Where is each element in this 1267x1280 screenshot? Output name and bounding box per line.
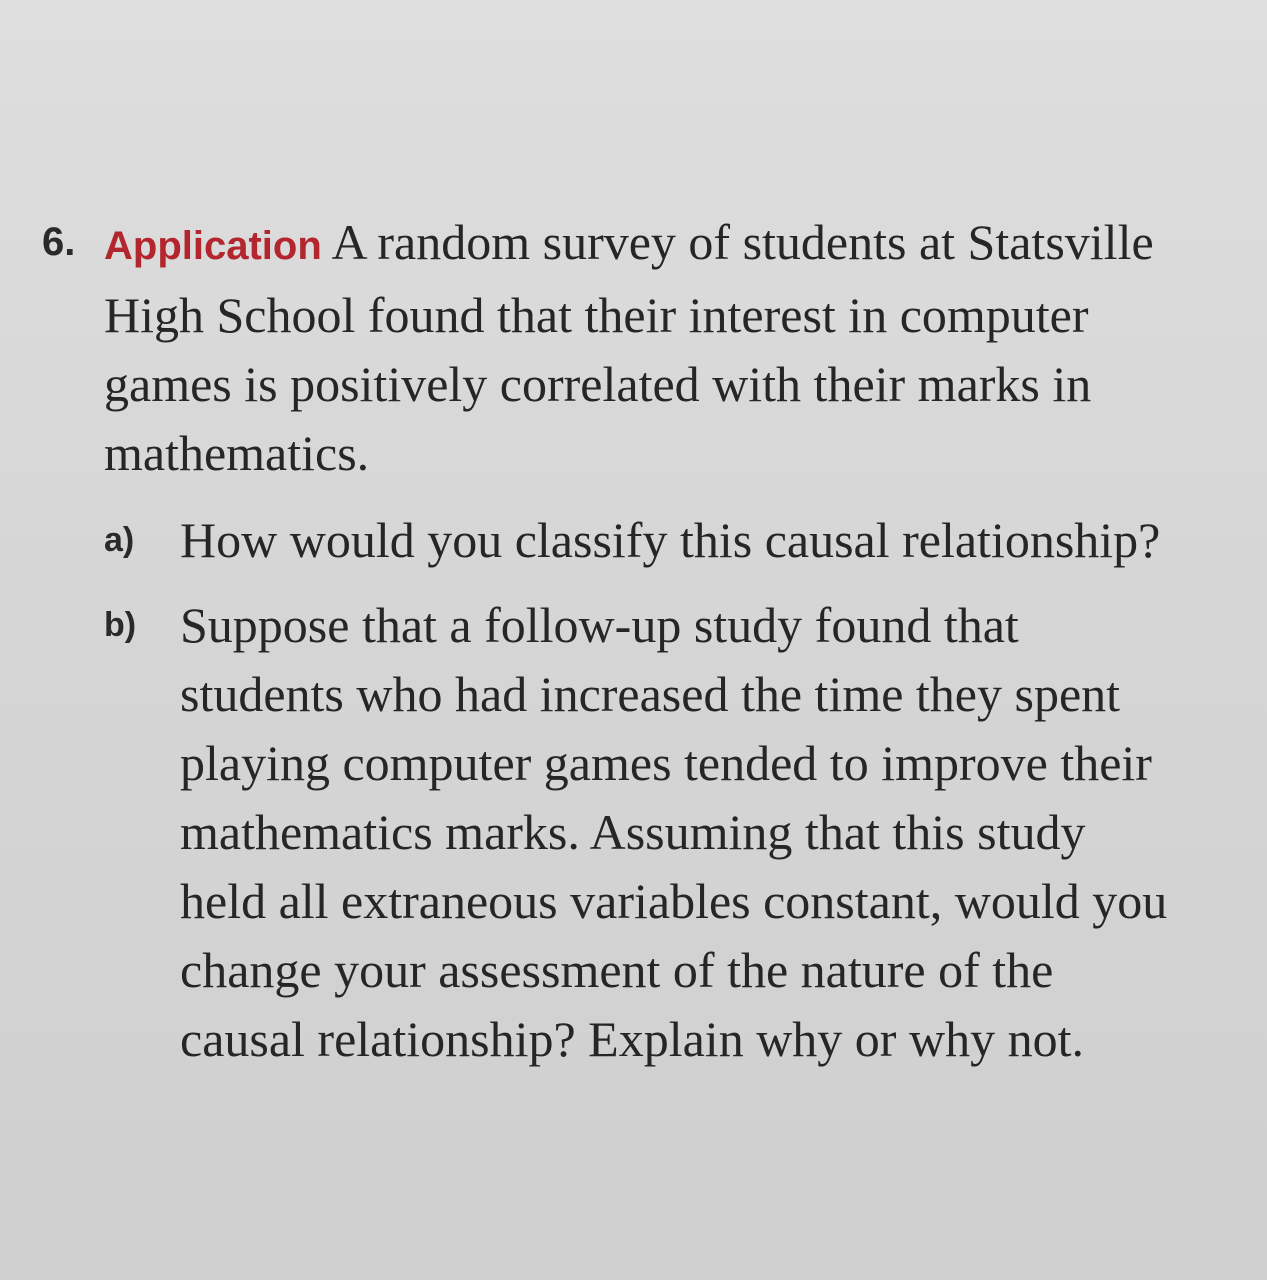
problem-label: Application: [104, 224, 322, 268]
part-b: [104, 591, 1222, 1074]
part-a-text: How would you classify this causal relationship?: [180, 512, 1161, 568]
part-a-letter: a): [104, 521, 135, 559]
problem-number: 6.: [42, 220, 76, 264]
part-b-text: Suppose that a follow-up study found that students who had increased the time they spent playing computer games tended to improve their mathematics marks. Assuming that this study held all extraneous variables constant, would you change your assessment of the nature of the causal relationship? Explain why or why not.: [180, 597, 1168, 1067]
part-a: [104, 506, 1222, 575]
problem-stem: [104, 208, 1204, 488]
problem-stem-row: [42, 208, 1222, 488]
problem-stem-text: A random survey of students at Statsville High School found that their interest in computer games is positively correlated with their marks in mathematics.: [104, 214, 1154, 481]
part-b-letter: b): [104, 606, 137, 644]
problem-6: [42, 208, 1222, 1074]
